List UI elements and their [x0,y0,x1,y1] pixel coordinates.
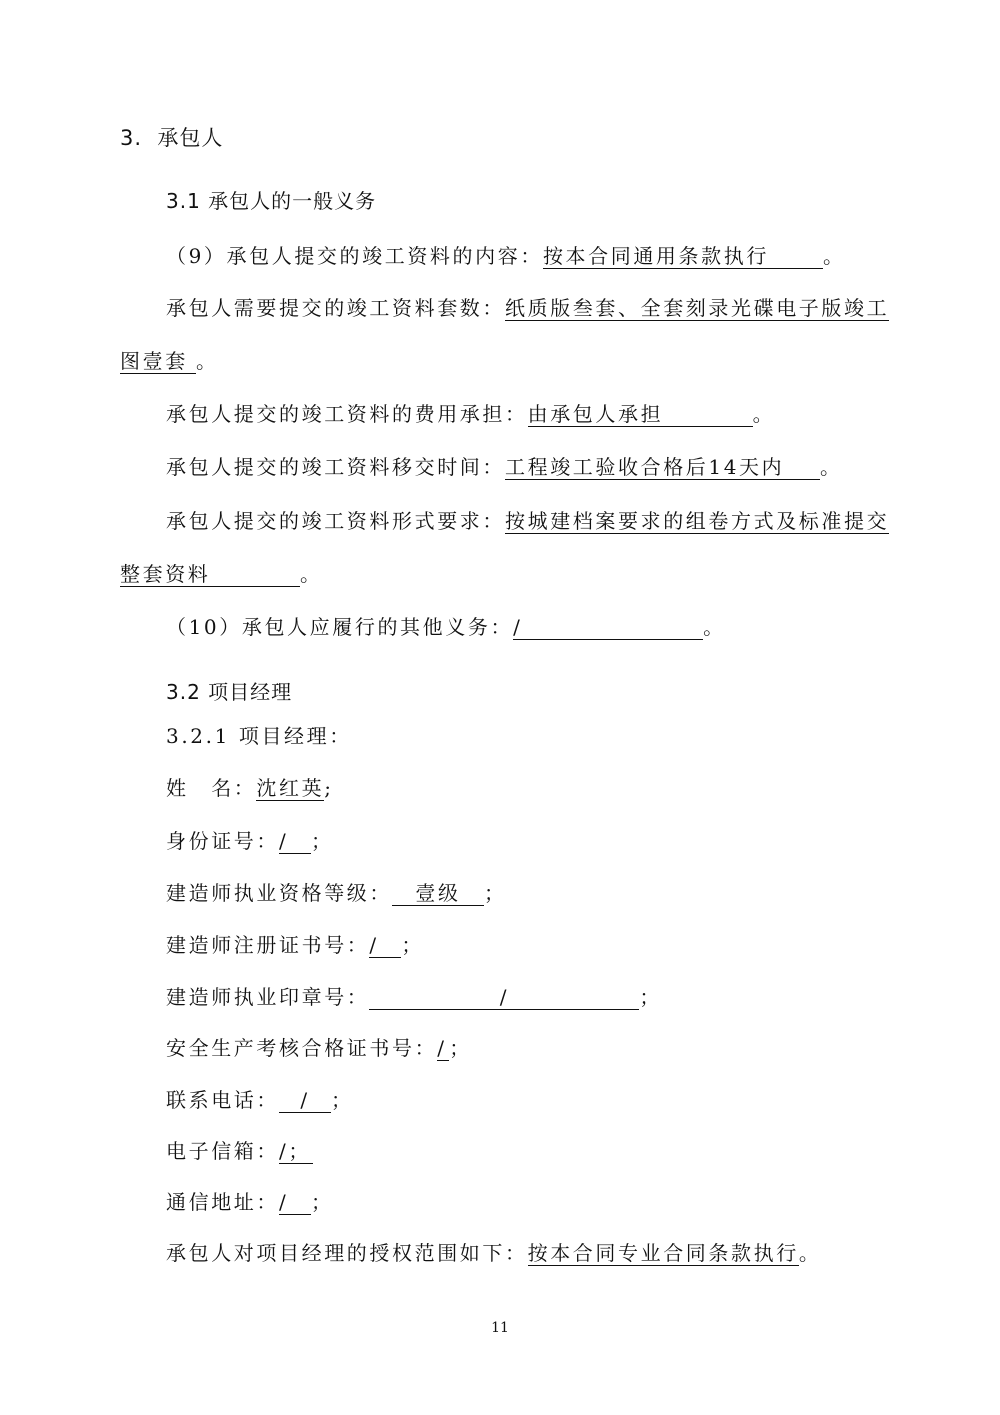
seal-line [166,981,662,1010]
name-label: 姓 名： [166,776,257,800]
safety-label: 安全生产考核合格证书号： [166,1036,438,1060]
sets-value-1: 纸质版叁套、全套刻录光碟电子版竣工 [505,296,890,320]
phone-line [166,1084,354,1113]
sets-line-1 [166,292,889,321]
item-9-value: 按本合同通用条款执行 [543,245,823,269]
name-line [166,772,334,801]
form-line-2 [120,558,323,587]
cert-value: / [369,934,401,958]
grade-value: 壹级 [392,882,484,906]
subsection-3-1-heading: 3.1 承包人的一般义务 [166,189,377,213]
id-line [166,825,334,854]
cost-label: 承包人提交的竣工资料的费用承担： [166,402,528,426]
time-value: 工程竣工验收合格后14天内 [505,456,820,480]
form-line-1 [166,505,889,534]
form-end: 。 [300,562,323,586]
address-end: ； [311,1190,334,1214]
grade-label: 建造师执业资格等级： [166,881,392,905]
safety-line [166,1032,472,1061]
item-9-label: （9）承包人提交的竣工资料的内容： [166,244,543,268]
time-label: 承包人提交的竣工资料移交时间： [166,455,505,479]
cert-label: 建造师注册证书号： [166,933,370,957]
phone-end: ； [331,1088,354,1112]
item-9-line [166,240,846,269]
authorization-label: 承包人对项目经理的授权范围如下： [166,1241,528,1265]
safety-value: / [437,1037,449,1061]
item-10-end: 。 [703,615,726,639]
form-label: 承包人提交的竣工资料形式要求： [166,509,505,533]
authorization-line [166,1237,821,1266]
sets-label: 承包人需要提交的竣工资料套数： [166,296,505,320]
phone-value: / [279,1089,331,1113]
address-line [166,1186,334,1215]
id-label: 身份证号： [166,829,279,853]
subsection-3-2-1: 3.2.1 项目经理： [166,724,352,748]
name-end: ; [324,776,334,800]
item-10-label: （10）承包人应履行的其他义务： [166,615,514,639]
sets-line-2 [120,345,219,374]
phone-label: 联系电话： [166,1088,279,1112]
form-value-1: 按城建档案要求的组卷方式及标准提交 [505,509,890,533]
cert-end: ； [401,933,425,957]
item-10-value: / [513,616,703,640]
seal-label: 建造师执业印章号： [166,985,370,1009]
authorization-end: 。 [798,1241,822,1265]
section-3-heading [120,122,223,152]
authorization-value: 按本合同专业合同条款执行 [527,1241,799,1265]
id-value: / [279,830,311,854]
item-10-line [166,611,726,640]
address-label: 通信地址： [166,1190,279,1214]
section-title: 承包人 [157,126,224,150]
name-value: 沈红英 [256,776,325,800]
cert-line [166,929,424,958]
email-value: /； [279,1140,313,1164]
email-label: 电子信箱： [166,1139,279,1163]
cost-line [166,398,775,427]
email-line [166,1135,313,1164]
id-end: ； [311,829,334,853]
seal-end: ； [639,985,663,1009]
form-value-2: 整套资料 [120,563,300,587]
seal-value: / [369,986,639,1010]
item-9-end: 。 [822,244,846,268]
time-line [166,451,843,480]
grade-end: ； [484,881,507,905]
time-end: 。 [820,455,843,479]
cost-end: 。 [752,402,776,426]
page-number: 11 [491,1320,509,1336]
grade-line [166,877,507,906]
sets-value-2: 图壹套 [120,350,196,374]
address-value: / [279,1191,311,1215]
cost-value: 由承包人承担 [528,403,753,427]
section-number: 3. [120,126,143,150]
safety-end: ； [449,1036,472,1060]
subsection-3-2-heading: 3.2 项目经理 [166,680,293,704]
sets-end: 。 [196,349,219,373]
